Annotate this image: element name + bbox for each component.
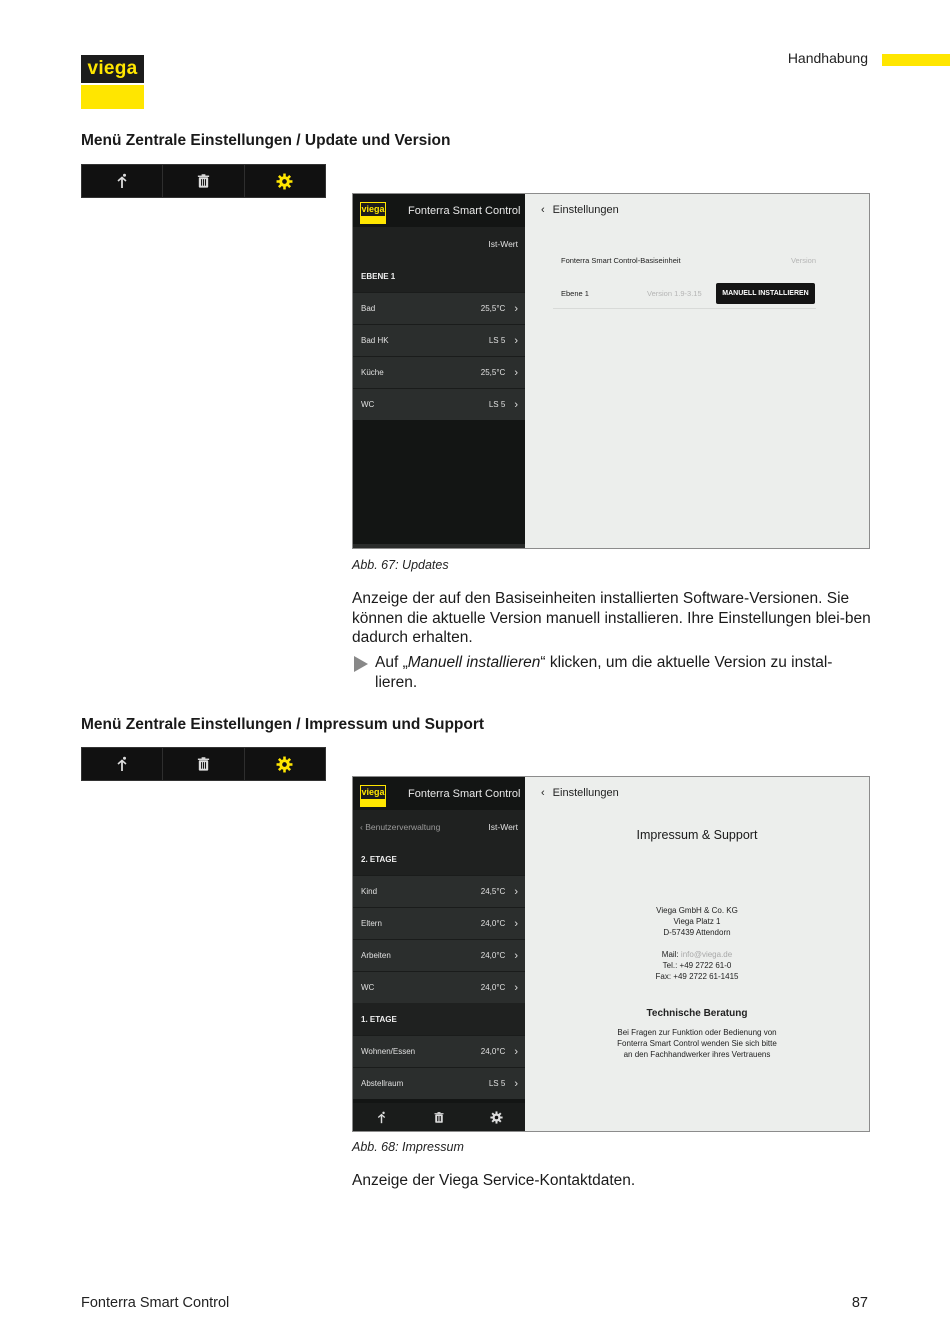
chevron-right-icon: › xyxy=(514,917,518,930)
instruction-step xyxy=(352,653,872,692)
room-name: Küche xyxy=(361,368,384,377)
room-name: Eltern xyxy=(361,919,382,928)
tech-support-heading: Technische Beratung xyxy=(646,1008,748,1019)
room-name: Abstellraum xyxy=(361,1079,404,1088)
room-value: 25,5°C xyxy=(480,368,506,377)
gear-icon xyxy=(276,756,293,773)
chevron-right-icon: › xyxy=(514,885,518,898)
app-header xyxy=(353,777,525,810)
version-row-value: Version 1.9-3.15 xyxy=(647,289,702,298)
trash-icon xyxy=(196,173,211,189)
logo-yellow-bar xyxy=(81,85,144,109)
group-header: 2. ETAGE xyxy=(353,843,525,875)
app-logo xyxy=(360,202,386,224)
version-row-label: Fonterra Smart Control-Basiseinheit xyxy=(561,256,681,265)
room-row[interactable] xyxy=(353,907,525,939)
person-icon[interactable] xyxy=(375,1111,388,1124)
app-title: Fonterra Smart Control xyxy=(408,787,521,800)
section1-body: Anzeige der auf den Basiseinheiten installierten Software-Versionen. Sie können die aktuelle Version manuell installieren. Ihre Einstellungen blei-ben dadurch erhalten. xyxy=(352,590,871,646)
chevron-left-icon: ‹ xyxy=(541,787,545,799)
room-row[interactable] xyxy=(353,939,525,971)
version-row-value: Version xyxy=(790,256,816,265)
version-row-label: Ebene 1 xyxy=(561,289,589,298)
tech-support-line: an den Fachhandwerker ihres Vertrauens xyxy=(623,1050,771,1059)
app-logo xyxy=(360,785,386,807)
menu-building-tab[interactable] xyxy=(163,748,244,780)
room-row[interactable] xyxy=(353,356,525,388)
viega-logo xyxy=(81,55,144,109)
updates-screenshot xyxy=(352,193,870,549)
user-management-back-link[interactable]: ‹ Benutzerverwaltung xyxy=(360,821,441,832)
instruction-prefix: Auf „ xyxy=(375,654,408,671)
version-row-base xyxy=(561,256,816,265)
company-name: Viega GmbH & Co. KG xyxy=(656,906,738,915)
company-street: Viega Platz 1 xyxy=(673,917,721,926)
install-manually-button[interactable]: MANUELL INSTALLIEREN xyxy=(716,283,815,304)
chevron-right-icon: › xyxy=(514,1045,518,1058)
app-header xyxy=(353,194,525,227)
app-logo-text: viega xyxy=(361,203,385,214)
trash-icon[interactable] xyxy=(433,1111,445,1124)
trash-icon xyxy=(196,756,211,772)
back-button[interactable] xyxy=(541,204,619,216)
app-tabbar xyxy=(353,1103,525,1131)
company-address xyxy=(525,905,869,938)
section2-heading: Menü Zentrale Einstellungen / Impressum und Support xyxy=(81,716,485,733)
column-header xyxy=(353,810,525,843)
gear-icon[interactable] xyxy=(490,1111,503,1124)
impressum-title: Impressum & Support xyxy=(636,828,758,842)
logo-text: viega xyxy=(81,55,144,83)
settings-panel xyxy=(525,777,869,1131)
menu-iconbar-1 xyxy=(81,164,326,198)
instruction-emphasis: Manuell installieren xyxy=(407,654,541,671)
impressum-screenshot xyxy=(352,776,870,1132)
column-header-label: Ist-Wert xyxy=(488,821,518,832)
room-value: 24,0°C xyxy=(480,1047,506,1056)
chevron-right-icon: › xyxy=(514,366,518,379)
menu-building-tab[interactable] xyxy=(163,165,244,197)
chevron-right-icon: › xyxy=(514,302,518,315)
arrow-bullet-icon xyxy=(354,656,368,672)
tech-support-line: Bei Fragen zur Funktion oder Bedienung von xyxy=(617,1028,777,1037)
settings-panel xyxy=(525,194,869,548)
room-value: 24,0°C xyxy=(480,919,506,928)
room-value: LS 5 xyxy=(488,400,506,409)
app-logo-text: viega xyxy=(361,786,385,797)
figure-caption-67: Abb. 67: Updates xyxy=(352,558,449,572)
phone: Tel.: +49 2722 61-0 xyxy=(662,961,732,970)
group-header: 1. ETAGE xyxy=(353,1003,525,1035)
instruction-suffix: “ klicken, um die aktuelle Version zu instal-lieren. xyxy=(375,654,833,691)
gear-icon xyxy=(276,173,293,190)
room-value: LS 5 xyxy=(488,1079,506,1088)
section2-body: Anzeige der Viega Service-Kontaktdaten. xyxy=(352,1172,636,1189)
chevron-left-icon: ‹ xyxy=(541,204,545,216)
room-row[interactable] xyxy=(353,971,525,1003)
mail-label: Mail: xyxy=(661,950,681,959)
room-name: WC xyxy=(361,400,375,409)
chevron-right-icon: › xyxy=(514,1077,518,1090)
app-title: Fonterra Smart Control xyxy=(408,204,521,217)
room-value: 24,0°C xyxy=(480,951,506,960)
section-marker-bar xyxy=(882,54,950,66)
room-panel xyxy=(353,194,525,548)
divider xyxy=(553,308,816,309)
page-number: 87 xyxy=(851,1295,868,1311)
room-row[interactable] xyxy=(353,388,525,420)
column-header xyxy=(353,227,525,260)
room-value: LS 5 xyxy=(488,336,506,345)
room-value: 24,5°C xyxy=(480,887,506,896)
room-name: Bad xyxy=(361,304,376,313)
column-header-label: Ist-Wert xyxy=(488,238,518,249)
chevron-right-icon: › xyxy=(514,398,518,411)
chevron-right-icon: › xyxy=(514,981,518,994)
room-row[interactable] xyxy=(353,324,525,356)
menu-rooms-tab[interactable] xyxy=(82,748,163,780)
room-row[interactable] xyxy=(353,875,525,907)
tech-support-text xyxy=(525,1027,869,1060)
chevron-right-icon: › xyxy=(514,949,518,962)
back-label: Einstellungen xyxy=(552,204,619,216)
room-name: Arbeiten xyxy=(361,951,391,960)
room-row[interactable] xyxy=(353,1067,525,1099)
menu-iconbar-2 xyxy=(81,747,326,781)
back-label: Einstellungen xyxy=(552,787,619,799)
group-header: EBENE 1 xyxy=(353,260,525,292)
room-name: Wohnen/Essen xyxy=(361,1047,416,1056)
mail-link[interactable]: info@viega.de xyxy=(680,950,733,959)
room-panel xyxy=(353,777,525,1131)
back-link-label: Benutzerverwaltung xyxy=(365,821,441,832)
company-contact xyxy=(525,949,869,982)
tech-support-line: Fonterra Smart Control wenden Sie sich bitte xyxy=(617,1039,777,1048)
room-name: Bad HK xyxy=(361,336,389,345)
fax: Fax: +49 2722 61-1415 xyxy=(655,972,739,981)
menu-settings-tab[interactable] xyxy=(245,748,325,780)
room-value: 25,5°C xyxy=(480,304,506,313)
person-icon xyxy=(114,173,130,189)
chevron-right-icon: › xyxy=(514,334,518,347)
room-name: WC xyxy=(361,983,375,992)
menu-settings-tab[interactable] xyxy=(245,165,325,197)
company-city: D-57439 Attendorn xyxy=(663,928,731,937)
figure-caption-68: Abb. 68: Impressum xyxy=(352,1140,464,1154)
room-row[interactable] xyxy=(353,1035,525,1067)
panel-bottom-edge xyxy=(353,544,525,548)
back-button[interactable] xyxy=(541,787,619,799)
room-row[interactable] xyxy=(353,292,525,324)
room-value: 24,0°C xyxy=(480,983,506,992)
menu-rooms-tab[interactable] xyxy=(82,165,163,197)
section-label: Handhabung xyxy=(787,50,868,66)
footer-product: Fonterra Smart Control xyxy=(81,1295,230,1311)
room-name: Kind xyxy=(361,887,378,896)
person-icon xyxy=(114,756,130,772)
section1-heading: Menü Zentrale Einstellungen / Update und Version xyxy=(81,132,451,149)
